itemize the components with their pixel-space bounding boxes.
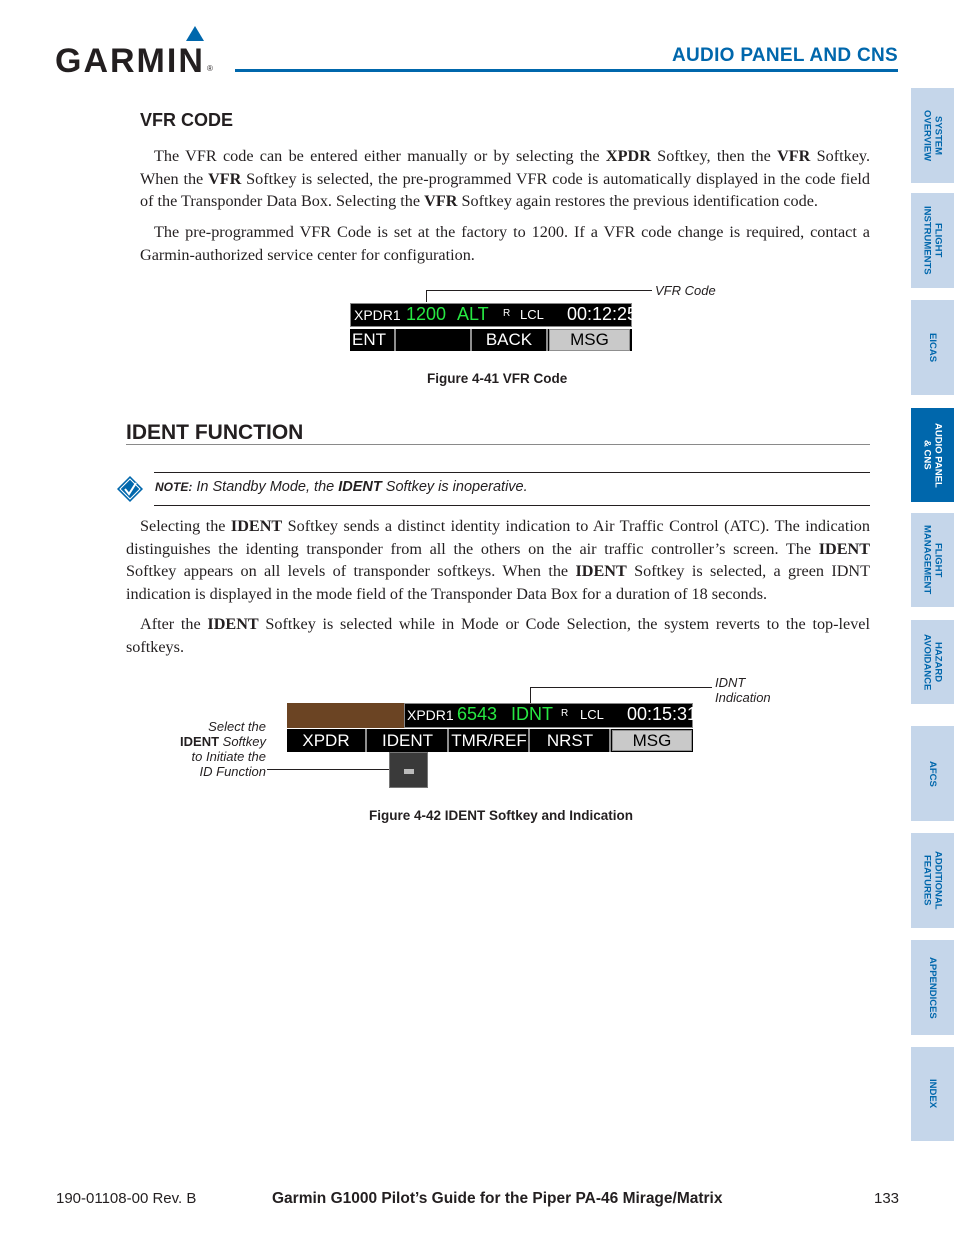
msg-softkey[interactable]: MSG bbox=[612, 730, 692, 751]
text-run: Softkey again restores the previous identification code. bbox=[457, 192, 818, 210]
tab-eicas[interactable] bbox=[911, 300, 954, 395]
text-run: Softkey. When the bbox=[140, 147, 871, 188]
softkey-bar bbox=[287, 729, 693, 752]
reply-indicator: R bbox=[503, 308, 511, 319]
tab-label: HAZARD AVOIDANCE bbox=[921, 633, 944, 691]
logo-registered-mark: ® bbox=[207, 64, 213, 73]
figure-caption: Figure 4-41 VFR Code bbox=[427, 371, 568, 386]
heading-rule bbox=[126, 444, 870, 445]
figure-caption: Figure 4-42 IDENT Softkey and Indication bbox=[369, 808, 634, 823]
tmr-ref-softkey[interactable]: TMR/REF bbox=[450, 729, 530, 752]
tab-audio-panel-cns[interactable] bbox=[911, 408, 954, 502]
text-run: Selecting the bbox=[140, 517, 231, 535]
xpdr-label: XPDR1 bbox=[407, 707, 454, 723]
callout-leader bbox=[426, 290, 652, 291]
timer-label: LCL bbox=[520, 307, 544, 322]
brown-display-area bbox=[287, 703, 404, 728]
idnt-indication-callout bbox=[715, 675, 771, 705]
softkey-name: IDENT bbox=[818, 539, 870, 558]
text-run: Softkey is selected, the pre-programmed VFR code is automatically displayed in the code field of the Transponder Data Box. Selecting the bbox=[140, 169, 870, 210]
transponder-data-box bbox=[404, 703, 698, 728]
text-run: Softkey is selected while in Mode or Code Selection, the system reverts to the top-level softkeys. bbox=[126, 615, 870, 656]
xpdr-code: 6543 bbox=[457, 704, 498, 724]
callout-line-3: to Initiate the bbox=[191, 749, 266, 764]
note-text-post: Softkey is inoperative. bbox=[381, 479, 528, 495]
callout-leader bbox=[530, 687, 531, 704]
note-text bbox=[155, 479, 528, 495]
vfr-paragraph-1 bbox=[140, 145, 870, 213]
bezel-softkey-button[interactable] bbox=[389, 752, 428, 788]
ident-softkey[interactable]: IDENT bbox=[368, 729, 449, 752]
text-run: The VFR code can be entered either manually or by selecting the bbox=[154, 147, 606, 165]
note-top-rule bbox=[154, 472, 870, 473]
softkey-name: IDENT bbox=[575, 562, 627, 580]
vfr-code-heading: VFR CODE bbox=[140, 110, 234, 130]
tab-flight-instruments[interactable] bbox=[911, 193, 954, 288]
ident-softkey-callout bbox=[160, 719, 266, 779]
tab-afcs[interactable] bbox=[911, 726, 954, 821]
callout-leader bbox=[267, 769, 389, 770]
tab-index[interactable] bbox=[911, 1047, 954, 1141]
tab-label: FLIGHT MANAGEMENT bbox=[921, 525, 944, 595]
ident-paragraph-1 bbox=[126, 515, 870, 605]
section-title: AUDIO PANEL AND CNS bbox=[672, 45, 898, 66]
tab-label: INDEX bbox=[927, 1079, 938, 1109]
tab-label: EICAS bbox=[927, 332, 938, 363]
logo-triangle-icon bbox=[186, 26, 204, 41]
text-run: After the bbox=[140, 615, 208, 633]
callout-leader bbox=[426, 290, 427, 302]
msg-softkey[interactable]: MSG bbox=[549, 329, 630, 351]
note-label: NOTE: bbox=[155, 480, 193, 494]
blank-softkey[interactable] bbox=[396, 329, 472, 351]
note-check-icon bbox=[116, 475, 144, 503]
callout-line-2: Indication bbox=[715, 690, 771, 705]
tab-additional-features[interactable] bbox=[911, 833, 954, 928]
ident-paragraph-2 bbox=[126, 613, 870, 658]
text-run: Softkey is selected, a green IDNT indication is displayed in the mode field of the Transponder Data Box for a duration of 18 seconds. bbox=[126, 562, 870, 603]
text-run: Softkey sends a distinct identity indication to Air Traffic Control (ATC). The indication distinguishes the identing transponder from all the others on the air traffic controller’s screen. The bbox=[126, 517, 870, 558]
softkey-name: IDENT bbox=[230, 517, 283, 535]
nrst-softkey[interactable]: NRST bbox=[531, 729, 611, 752]
timer-value: 00:12:25 bbox=[567, 304, 638, 324]
callout-leader bbox=[530, 687, 712, 688]
xpdr-code: 1200 bbox=[406, 304, 447, 324]
callout-line-1: Select the bbox=[208, 719, 266, 734]
timer-label: LCL bbox=[580, 707, 604, 722]
softkey-name: IDENT bbox=[207, 615, 259, 633]
timer-value: 00:15:31 bbox=[627, 704, 698, 724]
vfr-code-callout: VFR Code bbox=[655, 283, 716, 298]
note-bottom-rule bbox=[154, 505, 870, 506]
softkey-name: VFR bbox=[424, 192, 458, 210]
tab-label: ADDITIONAL FEATURES bbox=[921, 851, 944, 910]
ent-softkey[interactable]: ENT bbox=[350, 329, 396, 351]
callout-line-4: ID Function bbox=[199, 764, 266, 779]
page-number: 133 bbox=[874, 1190, 900, 1207]
tab-hazard-avoidance[interactable] bbox=[911, 620, 954, 704]
tab-flight-management[interactable] bbox=[911, 513, 954, 607]
softkey-name: VFR bbox=[777, 147, 811, 165]
xpdr-mode-idnt: IDNT bbox=[511, 704, 553, 724]
xpdr-softkey[interactable]: XPDR bbox=[287, 729, 367, 752]
softkey-button-icon bbox=[404, 769, 414, 774]
garmin-logo bbox=[55, 26, 220, 80]
xpdr-label: XPDR1 bbox=[354, 307, 401, 323]
tab-label: APPENDICES bbox=[927, 956, 938, 1019]
callout-bold: IDENT bbox=[180, 734, 220, 749]
text-run: Softkey appears on all levels of transponder softkeys. When the bbox=[126, 562, 576, 580]
transponder-data-box bbox=[350, 303, 638, 327]
doc-number: 190-01108-00 Rev. B bbox=[56, 1190, 197, 1207]
softkey-name: XPDR bbox=[605, 147, 651, 165]
vfr-paragraph-2: The pre-programmed VFR Code is set at the factory to 1200. If a VFR code change is required, contact a Garmin-authorized service center for configuration. bbox=[140, 223, 870, 264]
xpdr-mode: ALT bbox=[457, 304, 489, 324]
logo-text: GARMIN bbox=[55, 42, 205, 80]
ident-function-heading: IDENT FUNCTION bbox=[126, 421, 304, 444]
tab-label: AFCS bbox=[927, 760, 938, 787]
softkey-name: VFR bbox=[208, 169, 242, 188]
header-rule bbox=[235, 69, 898, 72]
text-run: Softkey, then the bbox=[650, 147, 778, 165]
tab-label: SYSTEM OVERVIEW bbox=[921, 109, 944, 162]
note-text-bold: IDENT bbox=[338, 479, 382, 495]
tab-label: FLIGHT INSTRUMENTS bbox=[921, 206, 944, 275]
doc-title: Garmin G1000 Pilot’s Guide for the Piper PA-46 Mirage/Matrix bbox=[272, 1190, 723, 1207]
tab-label: AUDIO PANEL & CNS bbox=[921, 422, 944, 488]
softkey-bar bbox=[350, 329, 632, 351]
reply-indicator: R bbox=[561, 708, 569, 719]
note-text-pre: In Standby Mode, the bbox=[192, 479, 339, 495]
tab-system-overview[interactable] bbox=[911, 88, 954, 183]
callout-line-2: Softkey bbox=[219, 734, 266, 749]
tab-appendices[interactable] bbox=[911, 940, 954, 1035]
back-softkey[interactable]: BACK bbox=[472, 329, 548, 351]
callout-line-1: IDNT bbox=[715, 675, 746, 690]
